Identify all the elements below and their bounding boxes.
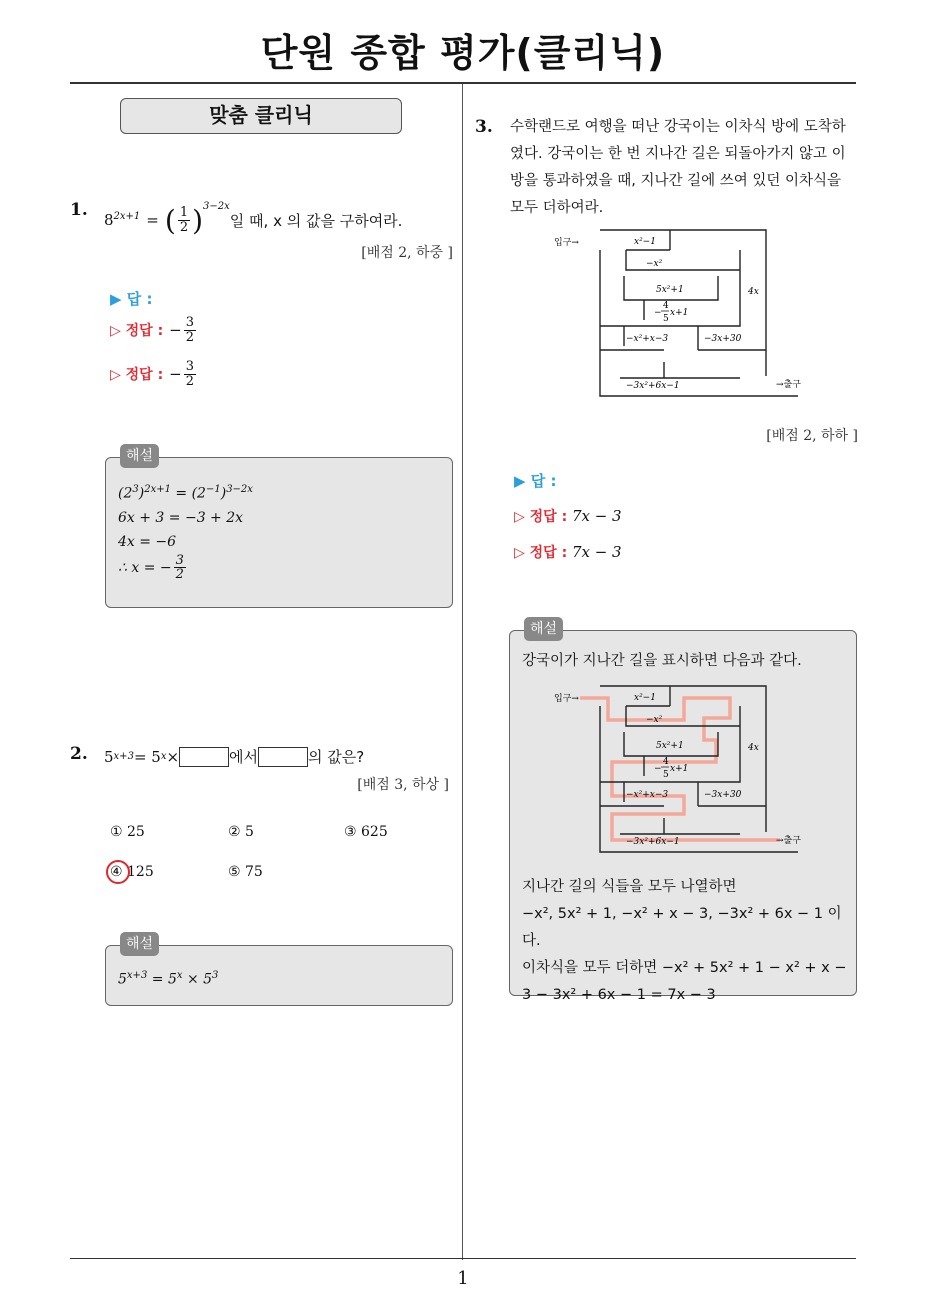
top-rule [70, 82, 856, 84]
q3-answer-label: ▶ 답 : [514, 472, 557, 490]
section-label: 맞춤 클리닉 [120, 98, 402, 134]
bottom-rule [70, 1258, 856, 1259]
q1-explanation-body: $(2^3)^{2x+1} = (2^{-1})^{3-2x}$ 6x + 3 = −3 + 2x 4x = −6 ∴ x = − $\frac{3}{2}$ [118, 484, 253, 583]
maze-term-4-tail: x+1 [670, 308, 689, 318]
q3-number: 3. [475, 117, 493, 137]
q2-choice-1[interactable]: ① 25 [110, 824, 145, 840]
q1-explanation-tag: 해설 [120, 444, 159, 468]
q3-meta: [배점 2, 하하 ] [766, 428, 858, 444]
q2-blank-1 [179, 747, 229, 767]
q3-solution-maze [540, 678, 830, 858]
maze-term-6: −3x+30 [704, 334, 742, 344]
maze-term-2: −x² [646, 259, 663, 269]
q2-choice-5[interactable]: ⑤ 75 [228, 864, 263, 880]
maze2-term-3: 5x²+1 [656, 741, 684, 751]
maze2-term-4-sign: − [654, 764, 662, 774]
maze-term-3: 5x²+1 [656, 285, 684, 295]
maze-term-1: x²−1 [634, 237, 656, 247]
q3-statement: 수학랜드로 여행을 떠난 강국이는 이차식 방에 도착하 였다. 강국이는 한 번 지나간 길은 되돌아가지 않고 이 방을 통과하였을 때, 지나간 길에 쓰여 있던 이차식을 모두 더하여라. [510, 119, 846, 216]
q3-correct-1: ▷ 정답 : 7x − 3 [514, 507, 622, 525]
maze2-term-7: −3x²+6x−1 [626, 837, 680, 847]
maze2-entrance-label: 입구→ [554, 694, 579, 704]
q1-statement: $8^{2x+1}$ = ( $\frac{1}{2}$ ) $^{3-2x}$ 일 때, x 의 값을 구하여라. [104, 200, 403, 237]
q2-choice-4[interactable]: ④ 125 [110, 864, 154, 880]
q3-explanation-body: 지나간 길의 식들을 모두 나열하면 −x², 5x² + 1, −x² + x − 3, −3x² + 6x − 1 이다. 이차식을 모두 더하면 −x² + 5x² + 1 − x² + x − 3 − 3x² + 6x − 1 = 7x − 3 [522, 879, 847, 1003]
q1-meta: [배점 2, 하중 ] [361, 245, 453, 261]
selected-answer-circle [106, 860, 130, 884]
q1-number: 1. [70, 200, 88, 220]
q2-choice-3[interactable]: ③ 625 [344, 824, 388, 840]
q2-statement: 5 x+3 = 5 x × 에서 의 값은? [104, 747, 365, 766]
maze-term-7: −3x²+6x−1 [626, 381, 680, 391]
maze2-term-2: −x² [646, 715, 663, 725]
maze-entrance-label: 입구→ [554, 238, 579, 248]
maze2-term-5: −x²+x−3 [626, 790, 669, 800]
maze-term-5: −x²+x−3 [626, 334, 669, 344]
maze2-term-4-num: 4 [663, 757, 669, 767]
q2-number: 2. [70, 744, 88, 764]
maze2-term-8: 4x [748, 743, 759, 753]
q1-correct-1: ▷ 정답 : − $\frac{3}{2}$ [110, 315, 195, 345]
q2-choice-2[interactable]: ② 5 [228, 824, 254, 840]
page-title: 단원 종합 평가(클리닉) [260, 31, 666, 75]
maze2-term-6: −3x+30 [704, 790, 742, 800]
q1-lhs: $8^{2x+1}$ [104, 211, 141, 229]
page-number: 1 [457, 1268, 469, 1289]
q2-explanation-tag: 해설 [120, 932, 159, 956]
maze2-term-4-tail: x+1 [670, 764, 689, 774]
q2-meta: [배점 3, 하상 ] [357, 777, 449, 793]
maze2-term-1: x²−1 [634, 693, 656, 703]
q3-explanation-intro: 강국이가 지나간 길을 표시하면 다음과 같다. [522, 653, 802, 669]
maze-term-4-sign: − [654, 308, 662, 318]
q1-fraction: $\frac{1}{2}$ [179, 204, 189, 235]
q3-correct-2: ▷ 정답 : 7x − 3 [514, 543, 622, 561]
maze2-exit-label: →출구 [776, 836, 801, 846]
q1-correct-2: ▷ 정답 : − $\frac{3}{2}$ [110, 359, 195, 389]
maze2-term-4-den: 5 [663, 770, 669, 780]
maze-term-4-num: 4 [663, 301, 669, 311]
q3-maze [540, 222, 830, 402]
q2-blank-2 [258, 747, 308, 767]
q1-answer-label: ▶ 답 : [110, 290, 153, 308]
maze-term-4-den: 5 [663, 314, 669, 324]
q2-explanation-body: $5^{x+3} = 5^x \times 5^3$ [118, 970, 219, 988]
q3-explanation-tag: 해설 [524, 617, 563, 641]
maze-exit-label: →출구 [776, 380, 801, 390]
maze-term-8: 4x [748, 287, 759, 297]
column-divider [462, 84, 463, 1260]
